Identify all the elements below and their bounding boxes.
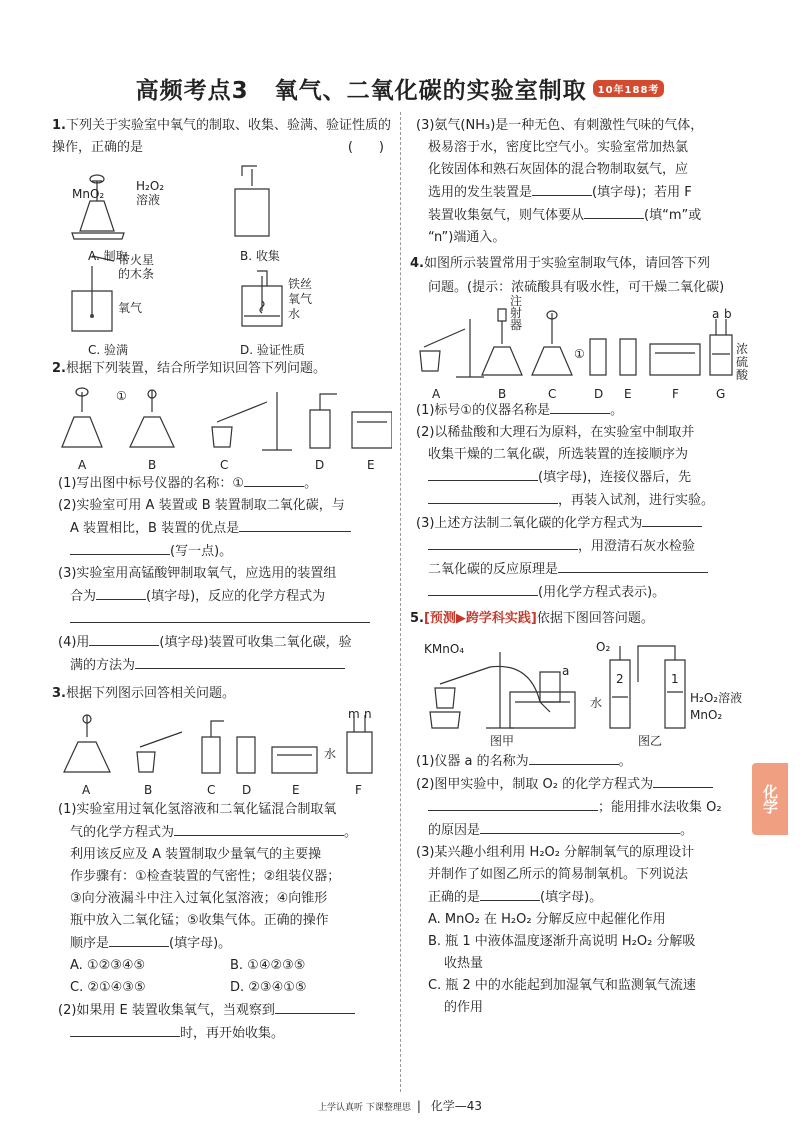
q1-figures	[52, 161, 394, 357]
q3-p2: (2)如果用 E 装置收集氧气，当观察到	[58, 1003, 275, 1018]
question-3	[52, 683, 394, 705]
q5-label-water: 水	[590, 696, 603, 710]
q5-p2b: ；能用排水法收集 O₂	[598, 800, 722, 815]
q4-p2d: ，再装入试剂，进行实验。	[558, 493, 715, 508]
q1-option-d: D. 验证性质	[240, 343, 305, 357]
q5-option-c[interactable]: C. 瓶 2 中的水能起到加湿氧气和监测氧气流速	[428, 978, 696, 993]
q4-label-b: B	[498, 387, 507, 401]
q5-p3d: (填字母)。	[540, 890, 603, 905]
q3-label-water: 水	[324, 747, 337, 761]
label-iron-wire: 铁丝	[288, 277, 313, 291]
q3-blank-4[interactable]	[70, 1022, 180, 1037]
q5-p1: (1)仪器 a 的名称为	[416, 754, 529, 769]
q5-blank-3[interactable]	[428, 796, 598, 811]
q4-blank-7[interactable]	[428, 581, 538, 596]
q5-p2: (2)图甲实验中，制取 O₂ 的化学方程式为	[416, 777, 654, 792]
page-title	[0, 72, 800, 105]
q1-option-c: C. 验满	[88, 343, 129, 357]
frequency-badge: 10年188考	[593, 80, 665, 97]
q2-p4b: (填字母)装置可收集二氧化碳，验	[159, 635, 352, 650]
q5-blank-5[interactable]	[480, 886, 540, 901]
q4-p3d: (用化学方程式表示)。	[538, 585, 666, 600]
question-2	[52, 358, 394, 380]
q4-blank-6[interactable]	[558, 558, 708, 573]
q2-blank-1[interactable]	[244, 472, 304, 487]
q5-p2d: 。	[680, 823, 694, 838]
label-splint-2: 的木条	[118, 267, 155, 281]
q2-label-d: D	[315, 458, 325, 472]
q5-p3b: 并制作了如图乙所示的简易制氧机。下列说法	[428, 867, 689, 882]
q3-label-d: D	[242, 783, 252, 797]
q5-caption-fig2: 图乙	[638, 734, 663, 748]
q3-label-a: A	[82, 783, 91, 797]
q2-p3b: 合为	[70, 589, 97, 604]
q3-blank-1[interactable]	[174, 821, 344, 836]
q4-p3: (3)上述方法制二氧化碳的化学方程式为	[416, 516, 643, 531]
q3-p1c: 利用该反应及 A 装置制取少量氧气的主要操	[70, 847, 322, 862]
q4-label-d: D	[594, 387, 604, 401]
subject-side-tab: 化学	[752, 763, 788, 835]
q5-figures	[410, 632, 755, 750]
question-4	[410, 253, 755, 275]
q4-p3b: ，用澄清石灰水检验	[578, 539, 696, 554]
label-water: 水	[288, 307, 301, 321]
q4-blank-3[interactable]	[428, 489, 558, 504]
q4-p1: (1)标号①的仪器名称是	[416, 403, 551, 418]
q2-label-a: A	[78, 458, 87, 472]
q4-p3c: 二氧化碳的反应原理是	[428, 562, 559, 577]
q5-label-kmno4: KMnO₄	[424, 642, 465, 656]
q2-p1: (1)写出图中标号仪器的名称：①	[58, 476, 245, 491]
q3-option-a[interactable]: A. ①②③④⑤	[70, 958, 146, 973]
q3-p2b: 时，再开始收集。	[180, 1026, 285, 1041]
q2-label-b: B	[148, 458, 157, 472]
q3-label-e: E	[292, 783, 300, 797]
q3-p3g: (填“m”或	[644, 208, 702, 223]
label-mno2: MnO₂	[72, 187, 105, 201]
label-splint: 带火星	[118, 253, 155, 267]
q2-blank-2[interactable]	[239, 517, 351, 532]
q3-p3b: 极易溶于水，密度比空气小。实验室常加热氯	[428, 140, 689, 155]
q2-figures	[52, 382, 394, 472]
q5-caption-fig1: 图甲	[490, 734, 515, 748]
q5-p2c: 的原因是	[428, 823, 481, 838]
q2-p3c: (填字母)，反应的化学方程式为	[146, 589, 326, 604]
q3-p3d: 选用的发生装置是	[428, 185, 533, 200]
q5-bottle-2: 2	[616, 672, 624, 686]
q4-p1-end: 。	[610, 403, 624, 418]
q3-p3h: “n”)端通入。	[428, 230, 506, 245]
q4-label-a-port: a	[712, 307, 720, 321]
q4-label-b-port: b	[724, 307, 732, 321]
q5-option-a[interactable]: A. MnO₂ 在 H₂O₂ 分解反应中起催化作用	[428, 912, 666, 927]
q2-blank-3[interactable]	[70, 540, 170, 555]
q2-blank-5[interactable]	[70, 608, 370, 623]
q3-blank-5[interactable]	[532, 181, 592, 196]
footer-logo: 上学认真听 下课整理思	[317, 1103, 411, 1113]
q4-label-acid: 浓硫酸	[736, 342, 749, 382]
q2-blank-7[interactable]	[135, 654, 345, 669]
q3-label-c: C	[207, 783, 216, 797]
q5-label-o2: O₂	[596, 640, 611, 654]
title-topic: 氧气、二氧化碳的实验室制取	[274, 78, 587, 104]
q4-p2b: 收集干燥的二氧化碳，所选装置的连接顺序为	[428, 447, 689, 462]
q2-blank-4[interactable]	[96, 585, 146, 600]
q5-blank-2[interactable]	[653, 773, 713, 788]
q5-option-b[interactable]: B. 瓶 1 中液体温度逐渐升高说明 H₂O₂ 分解吸	[428, 934, 696, 949]
q1-stem: 下列关于实验室中氧气的制取、收集、验满、验证性质的操作，正确的是	[52, 118, 391, 155]
q3-apparatus-svg	[52, 707, 392, 779]
q3-p3: (3)氨气(NH₃)是一种无色、有刺激性气味的气体，	[416, 118, 704, 133]
q5-blank-1[interactable]	[529, 750, 619, 765]
q4-label-f: F	[672, 387, 679, 401]
q3-p1f: 瓶中放入二氧化锰；⑤收集气体。正确的操作	[70, 913, 329, 928]
q5-option-c-cont: 的作用	[444, 1000, 484, 1015]
q3-p1b: 气的化学方程式为	[70, 825, 175, 840]
q2-mark-1: ①	[116, 389, 127, 403]
column-divider	[400, 112, 401, 1092]
q3-p1: (1)实验室用过氧化氢溶液和二氧化锰混合制取氧	[58, 802, 337, 817]
q2-label-e: E	[367, 458, 375, 472]
q4-stem-2: 问题。(提示：浓硫酸具有吸水性，可干燥二氧化碳)	[428, 280, 725, 295]
q4-label-a: A	[432, 387, 441, 401]
label-oxygen: 氧气	[118, 301, 143, 315]
q5-blank-4[interactable]	[480, 819, 680, 834]
q2-stem: 根据下列装置，结合所学知识回答下列问题。	[65, 361, 326, 376]
q4-apparatus-svg	[410, 299, 755, 381]
q4-stem: 如图所示装置常用于实验室制取气体，请回答下列	[423, 256, 710, 271]
q4-p2c: (填字母)，连接仪器后，先	[538, 470, 692, 485]
q3-p1h: (填字母)。	[169, 936, 232, 951]
label-h2o2: H₂O₂	[136, 179, 165, 193]
q2-p4: (4)用	[58, 635, 90, 650]
page-number: 化学—43	[430, 1099, 482, 1113]
q4-number: 4.	[410, 256, 424, 271]
q3-p3c: 化铵固体和熟石灰固体的混合物制取氨气，应	[428, 162, 689, 177]
q5-label-h2o2: H₂O₂溶液	[690, 691, 743, 705]
q3-label-f: F	[355, 783, 362, 797]
q3-label-b: B	[144, 783, 153, 797]
q3-p3e: (填字母)；若用 F	[592, 185, 692, 200]
q2-p1-end: 。	[304, 476, 318, 491]
q2-p3: (3)实验室用高锰酸钾制取氧气，应选用的装置组	[58, 566, 337, 581]
q3-blank-2[interactable]	[109, 932, 169, 947]
q4-blank-2[interactable]	[428, 466, 538, 481]
q4-p2: (2)以稀盐酸和大理石为原料，在实验室中制取并	[416, 425, 695, 440]
q2-p2c: (写一点)。	[170, 544, 233, 559]
left-column: 1.下列关于实验室中氧气的制取、收集、验满、验证性质的操作，正确的是 ( ) MnO₂ H₂O₂ 溶液 A. 制取 B. 收集 带火星 的木条 氧气 铁丝 氧气 水 C. 验满 D. 验证性质 2.根据下列装置，结合所学知识回答下列问题。 ① A B C D E (1)写出图中标号仪器的名称：① 。 (2)实验室可用 A 装置或 B 装置制取二氧化碳，与 A 装置相比，B 装置的优点是 (写一点)。 (3)实验室用高锰酸钾制取氧气，应选用的装置组 合为 (填字母)，反应的化学方程式为 (4)用 (填字母)装置可收集二氧化碳，验 满的方法为 3.根据下列图示回答相关问题。 m n 水 A B C D E F (1)实验室用过氧化氢溶液和二氧化锰混合制取氧 气的化学方程式为 。 利用该反应及 A 装置制取少量氧气的主要操 作步骤有：①检查装置的气密性；②组装仪器； ③向分液漏斗中注入过氧化氢溶液；④向锥形 瓶中放入二氧化锰；⑤收集气体。正确的操作 顺序是 (填字母)。 A. ①②③④⑤ B. ①④②③⑤ C. ②①④③⑤ D. ②③④①⑤ (2)如果用 E 装置收集氧气，当观察到 时，再开始收集。	[52, 115, 394, 1045]
title-main: 高频考点3	[135, 78, 249, 104]
q4-blank-5[interactable]	[428, 535, 578, 550]
q5-bottle-1: 1	[671, 672, 679, 686]
q1-answer-paren: ( )	[347, 140, 384, 155]
label-oxygen-d: 氧气	[288, 292, 313, 306]
q2-p2: (2)实验室可用 A 装置或 B 装置制取二氧化碳，与	[58, 498, 345, 513]
q4-mark-1: ①	[574, 347, 585, 361]
q4-label-e: E	[624, 387, 632, 401]
q1-option-a: A. 制取	[88, 249, 128, 263]
q4-label-c: C	[548, 387, 557, 401]
q4-blank-4[interactable]	[642, 512, 702, 527]
q2-p2b: A 装置相比，B 装置的优点是	[70, 521, 240, 536]
q3-number: 3.	[52, 686, 66, 701]
q3-label-n: n	[364, 707, 372, 721]
q3-option-b[interactable]: B. ①④②③⑤	[230, 958, 306, 973]
q3-p1d: 作步骤有：①检查装置的气密性；②组装仪器；	[70, 869, 341, 884]
q3-option-d[interactable]: D. ②③④①⑤	[230, 980, 307, 995]
question-5	[410, 608, 755, 630]
q4-label-syringe: 注射器	[510, 294, 523, 332]
q2-number: 2.	[52, 361, 66, 376]
q5-label-mno2: MnO₂	[690, 708, 723, 722]
q1-option-b: B. 收集	[240, 249, 280, 263]
q3-option-c[interactable]: C. ②①④③⑤	[70, 980, 146, 995]
q3-blank-6[interactable]	[584, 204, 644, 219]
q5-option-b-cont: 收热量	[444, 956, 484, 971]
question-1	[52, 115, 394, 159]
q4-figures	[410, 294, 755, 401]
q5-label-a: a	[562, 664, 570, 678]
right-column	[410, 115, 755, 1019]
q3-p3f: 装置收集氨气，则气体要从	[428, 208, 585, 223]
q2-p4c: 满的方法为	[70, 658, 136, 673]
q2-blank-6[interactable]	[89, 631, 159, 646]
q5-tag: [预测▶跨学科实践]	[423, 611, 537, 626]
q3-p1e: ③向分液漏斗中注入过氧化氢溶液；④向锥形	[70, 891, 328, 906]
q5-p1-end: 。	[618, 754, 632, 769]
q3-p1g: 顺序是	[70, 936, 110, 951]
q5-p3c: 正确的是	[428, 890, 481, 905]
q3-figures	[52, 707, 394, 799]
q1-number: 1.	[52, 118, 66, 133]
q5-stem: 依据下图回答问题。	[536, 611, 654, 626]
q3-label-m: m	[348, 707, 360, 721]
q2-label-c: C	[220, 458, 229, 472]
q5-p3: (3)某兴趣小组利用 H₂O₂ 分解制氧气的原理设计	[416, 845, 695, 860]
label-solution: 溶液	[136, 193, 161, 207]
page-footer: 上学认真听 下课整理思 | 化学—43	[317, 1099, 482, 1113]
q3-blank-3[interactable]	[275, 999, 355, 1014]
q2-apparatus-svg	[52, 382, 392, 454]
q5-number: 5.	[410, 611, 424, 626]
q4-label-g: G	[716, 387, 726, 401]
q3-stem: 根据下列图示回答相关问题。	[65, 686, 235, 701]
